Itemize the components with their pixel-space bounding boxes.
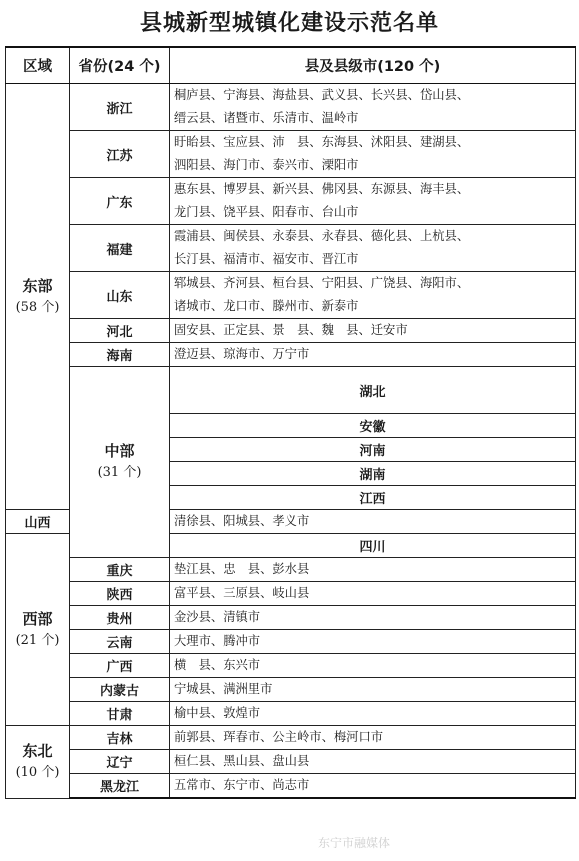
county-line: 缙云县、诸暨市、乐清市、温岭市 xyxy=(174,111,359,125)
table-row xyxy=(6,558,576,582)
county-line: 固安县、正定县、景 县、魏 县、迁安市 xyxy=(174,323,408,337)
table-row xyxy=(6,272,576,319)
region-count: (21 个) xyxy=(15,632,60,648)
table-row xyxy=(6,582,576,606)
county-list xyxy=(170,343,576,367)
region-name: 东北 xyxy=(22,741,53,760)
page-title: 县城新型城镇化建设示范名单 xyxy=(139,11,439,36)
county-line: 惠东县、博罗县、新兴县、佛冈县、东源县、海丰县、 xyxy=(174,182,470,196)
county-line: 横 县、东兴市 xyxy=(174,658,261,672)
province-name: 贵州 xyxy=(70,606,170,630)
county-line: 富平县、三原县、岐山县 xyxy=(174,586,310,600)
province-name: 内蒙古 xyxy=(70,678,170,702)
county-line: 郓城县、齐河县、桓台县、宁阳县、广饶县、海阳市、 xyxy=(174,276,470,290)
province-name: 陕西 xyxy=(70,582,170,606)
province-name: 山东 xyxy=(70,272,170,319)
county-list xyxy=(170,678,576,702)
table-row xyxy=(6,630,576,654)
table-row xyxy=(6,84,576,131)
table-row xyxy=(6,774,576,799)
county-line: 前郭县、珲春市、公主岭市、梅河口市 xyxy=(174,730,384,744)
header-province: 省份(24 个) xyxy=(70,47,170,84)
province-name: 吉林 xyxy=(70,726,170,750)
table-row xyxy=(6,367,576,414)
county-list xyxy=(170,654,576,678)
province-name: 重庆 xyxy=(70,558,170,582)
header-region: 区域 xyxy=(6,47,70,84)
table-row xyxy=(6,606,576,630)
county-list xyxy=(170,510,576,534)
county-list xyxy=(170,630,576,654)
region-count: (31 个) xyxy=(97,465,142,480)
county-list xyxy=(170,750,576,774)
region-cell xyxy=(6,84,70,510)
province-name: 江西 xyxy=(170,486,576,510)
county-list xyxy=(170,225,576,272)
county-line: 垫江县、忠 县、彭水县 xyxy=(174,562,310,576)
county-line: 宁城县、满洲里市 xyxy=(174,682,273,696)
county-line: 金沙县、清镇市 xyxy=(174,610,261,624)
province-name: 甘肃 xyxy=(70,702,170,726)
county-list xyxy=(170,319,576,343)
province-name: 海南 xyxy=(70,343,170,367)
region-cell xyxy=(70,367,170,558)
region-count: (10 个) xyxy=(15,764,60,780)
table-row xyxy=(6,131,576,178)
demonstration-list-table xyxy=(5,46,576,799)
county-list xyxy=(170,774,576,799)
county-line: 清徐县、阳城县、孝义市 xyxy=(174,514,310,528)
table-row xyxy=(6,726,576,750)
header-row xyxy=(6,47,576,84)
watermark: 东宁市融媒体 xyxy=(318,836,391,850)
province-name: 山西 xyxy=(6,510,70,534)
province-name: 黑龙江 xyxy=(70,774,170,799)
county-line: 霞浦县、闽侯县、永泰县、永春县、德化县、上杭县、 xyxy=(174,229,470,243)
province-name: 广西 xyxy=(70,654,170,678)
province-name: 湖南 xyxy=(170,462,576,486)
region-name: 东部 xyxy=(22,276,53,295)
county-line: 长汀县、福清市、福安市、晋江市 xyxy=(174,252,359,266)
province-name: 辽宁 xyxy=(70,750,170,774)
county-list xyxy=(170,131,576,178)
table-row xyxy=(6,178,576,225)
county-list xyxy=(170,702,576,726)
header-counties: 县及县级市(120 个) xyxy=(170,47,576,84)
table-row xyxy=(6,678,576,702)
region-count: (58 个) xyxy=(15,299,60,315)
county-list xyxy=(170,582,576,606)
county-list xyxy=(170,84,576,131)
county-line: 龙门县、饶平县、阳春市、台山市 xyxy=(174,205,359,219)
table-row xyxy=(6,750,576,774)
county-list xyxy=(170,272,576,319)
county-list xyxy=(170,726,576,750)
table-row xyxy=(6,654,576,678)
table-row xyxy=(6,702,576,726)
table-body xyxy=(6,84,576,799)
county-line: 桓仁县、黑山县、盘山县 xyxy=(174,754,310,768)
county-line: 榆中县、敦煌市 xyxy=(174,706,261,720)
county-line: 桐庐县、宁海县、海盐县、武义县、长兴县、岱山县、 xyxy=(174,88,470,102)
province-name: 河南 xyxy=(170,438,576,462)
province-name: 云南 xyxy=(70,630,170,654)
county-list xyxy=(170,178,576,225)
province-name: 湖北 xyxy=(170,367,576,414)
county-list xyxy=(170,558,576,582)
county-line: 大理市、腾冲市 xyxy=(174,634,261,648)
province-name: 安徽 xyxy=(170,414,576,438)
table-row xyxy=(6,225,576,272)
county-line: 泗阳县、海门市、泰兴市、溧阳市 xyxy=(174,158,359,172)
province-name: 浙江 xyxy=(70,84,170,131)
province-name: 四川 xyxy=(170,534,576,558)
table-row xyxy=(6,343,576,367)
province-name: 福建 xyxy=(70,225,170,272)
county-line: 诸城市、龙口市、滕州市、新泰市 xyxy=(174,299,359,313)
table-row xyxy=(6,319,576,343)
province-name: 江苏 xyxy=(70,131,170,178)
county-line: 五常市、东宁市、尚志市 xyxy=(174,778,310,792)
county-list xyxy=(170,606,576,630)
region-name: 中部 xyxy=(104,442,135,460)
region-cell xyxy=(6,534,70,726)
region-cell xyxy=(6,726,70,799)
province-name: 河北 xyxy=(70,319,170,343)
province-name: 广东 xyxy=(70,178,170,225)
region-name: 西部 xyxy=(22,609,53,628)
county-line: 盱眙县、宝应县、沛 县、东海县、沭阳县、建湖县、 xyxy=(174,135,470,149)
county-line: 澄迈县、琼海市、万宁市 xyxy=(174,347,310,361)
